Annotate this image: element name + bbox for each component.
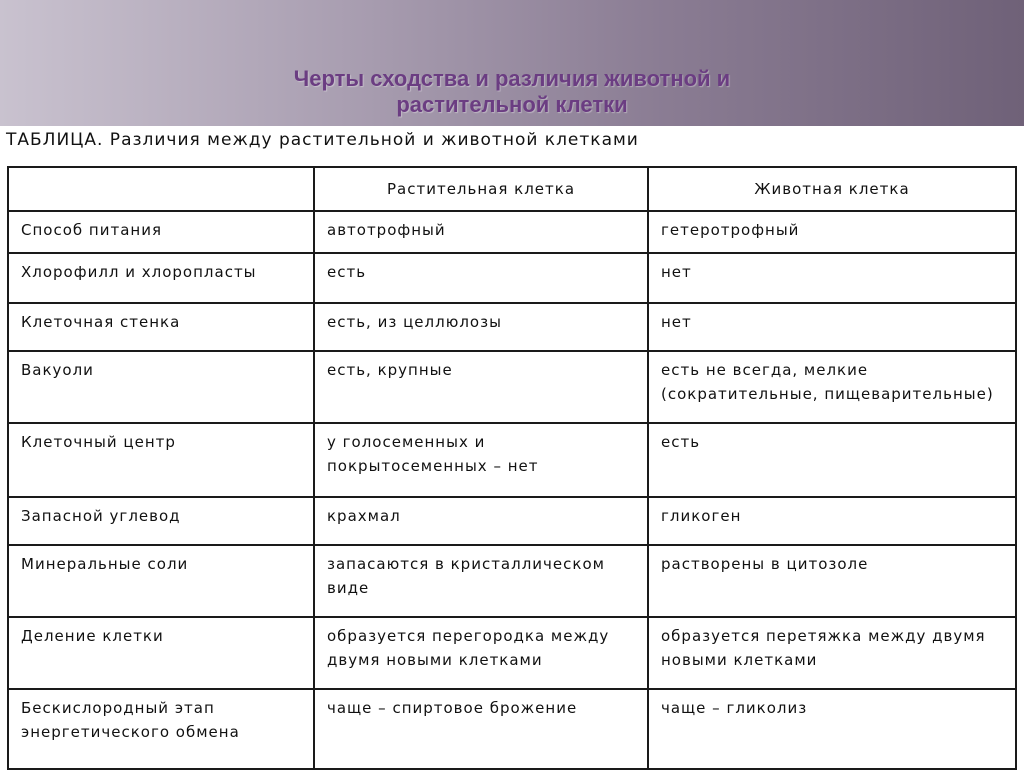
table-row [8,423,1016,497]
animal-cell: есть не всегда, мелкие (сократительные, пищеварительные) [648,351,1016,423]
animal-cell: гликоген [648,497,1016,545]
table-header-row [8,167,1016,211]
plant-cell: чаще – спиртовое брожение [314,689,648,769]
comparison-table [7,166,1017,770]
feature-cell: Хлорофилл и хлоропласты [8,253,314,303]
table-row [8,253,1016,303]
animal-cell: есть [648,423,1016,497]
plant-cell: есть [314,253,648,303]
animal-cell: нет [648,303,1016,351]
feature-cell: Деление клетки [8,617,314,689]
plant-cell: есть, из целлюлозы [314,303,648,351]
animal-cell: гетеротрофный [648,211,1016,253]
slide-title-line-1: Черты сходства и различия животной и [293,66,731,91]
table-caption: ТАБЛИЦА. Различия между растительной и животной клетками [6,130,639,150]
feature-cell: Способ питания [8,211,314,253]
feature-cell: Клеточная стенка [8,303,314,351]
header-plant-cell: Растительная клетка [314,167,648,211]
table-row [8,689,1016,769]
table-row [8,545,1016,617]
slide-title [0,66,1024,118]
feature-cell: Вакуоли [8,351,314,423]
feature-cell: Запасной углевод [8,497,314,545]
plant-cell: есть, крупные [314,351,648,423]
feature-cell: Минеральные соли [8,545,314,617]
feature-cell: Бескислородный этап энергетического обмена [8,689,314,769]
animal-cell: образуется перетяжка между двумя новыми клетками [648,617,1016,689]
table-row [8,303,1016,351]
animal-cell: чаще – гликолиз [648,689,1016,769]
table-row [8,617,1016,689]
plant-cell: запасаются в кристаллическом виде [314,545,648,617]
plant-cell: у голосеменных и покрытосеменных – нет [314,423,648,497]
animal-cell: растворены в цитозоле [648,545,1016,617]
slide-title-line-2: растительной клетки [396,92,628,117]
table-row [8,497,1016,545]
plant-cell: автотрофный [314,211,648,253]
plant-cell: образуется перегородка между двумя новыми клетками [314,617,648,689]
feature-cell: Клеточный центр [8,423,314,497]
header-animal-cell: Животная клетка [648,167,1016,211]
plant-cell: крахмал [314,497,648,545]
table-row [8,211,1016,253]
header-cell-empty [8,167,314,211]
table-row [8,351,1016,423]
animal-cell: нет [648,253,1016,303]
